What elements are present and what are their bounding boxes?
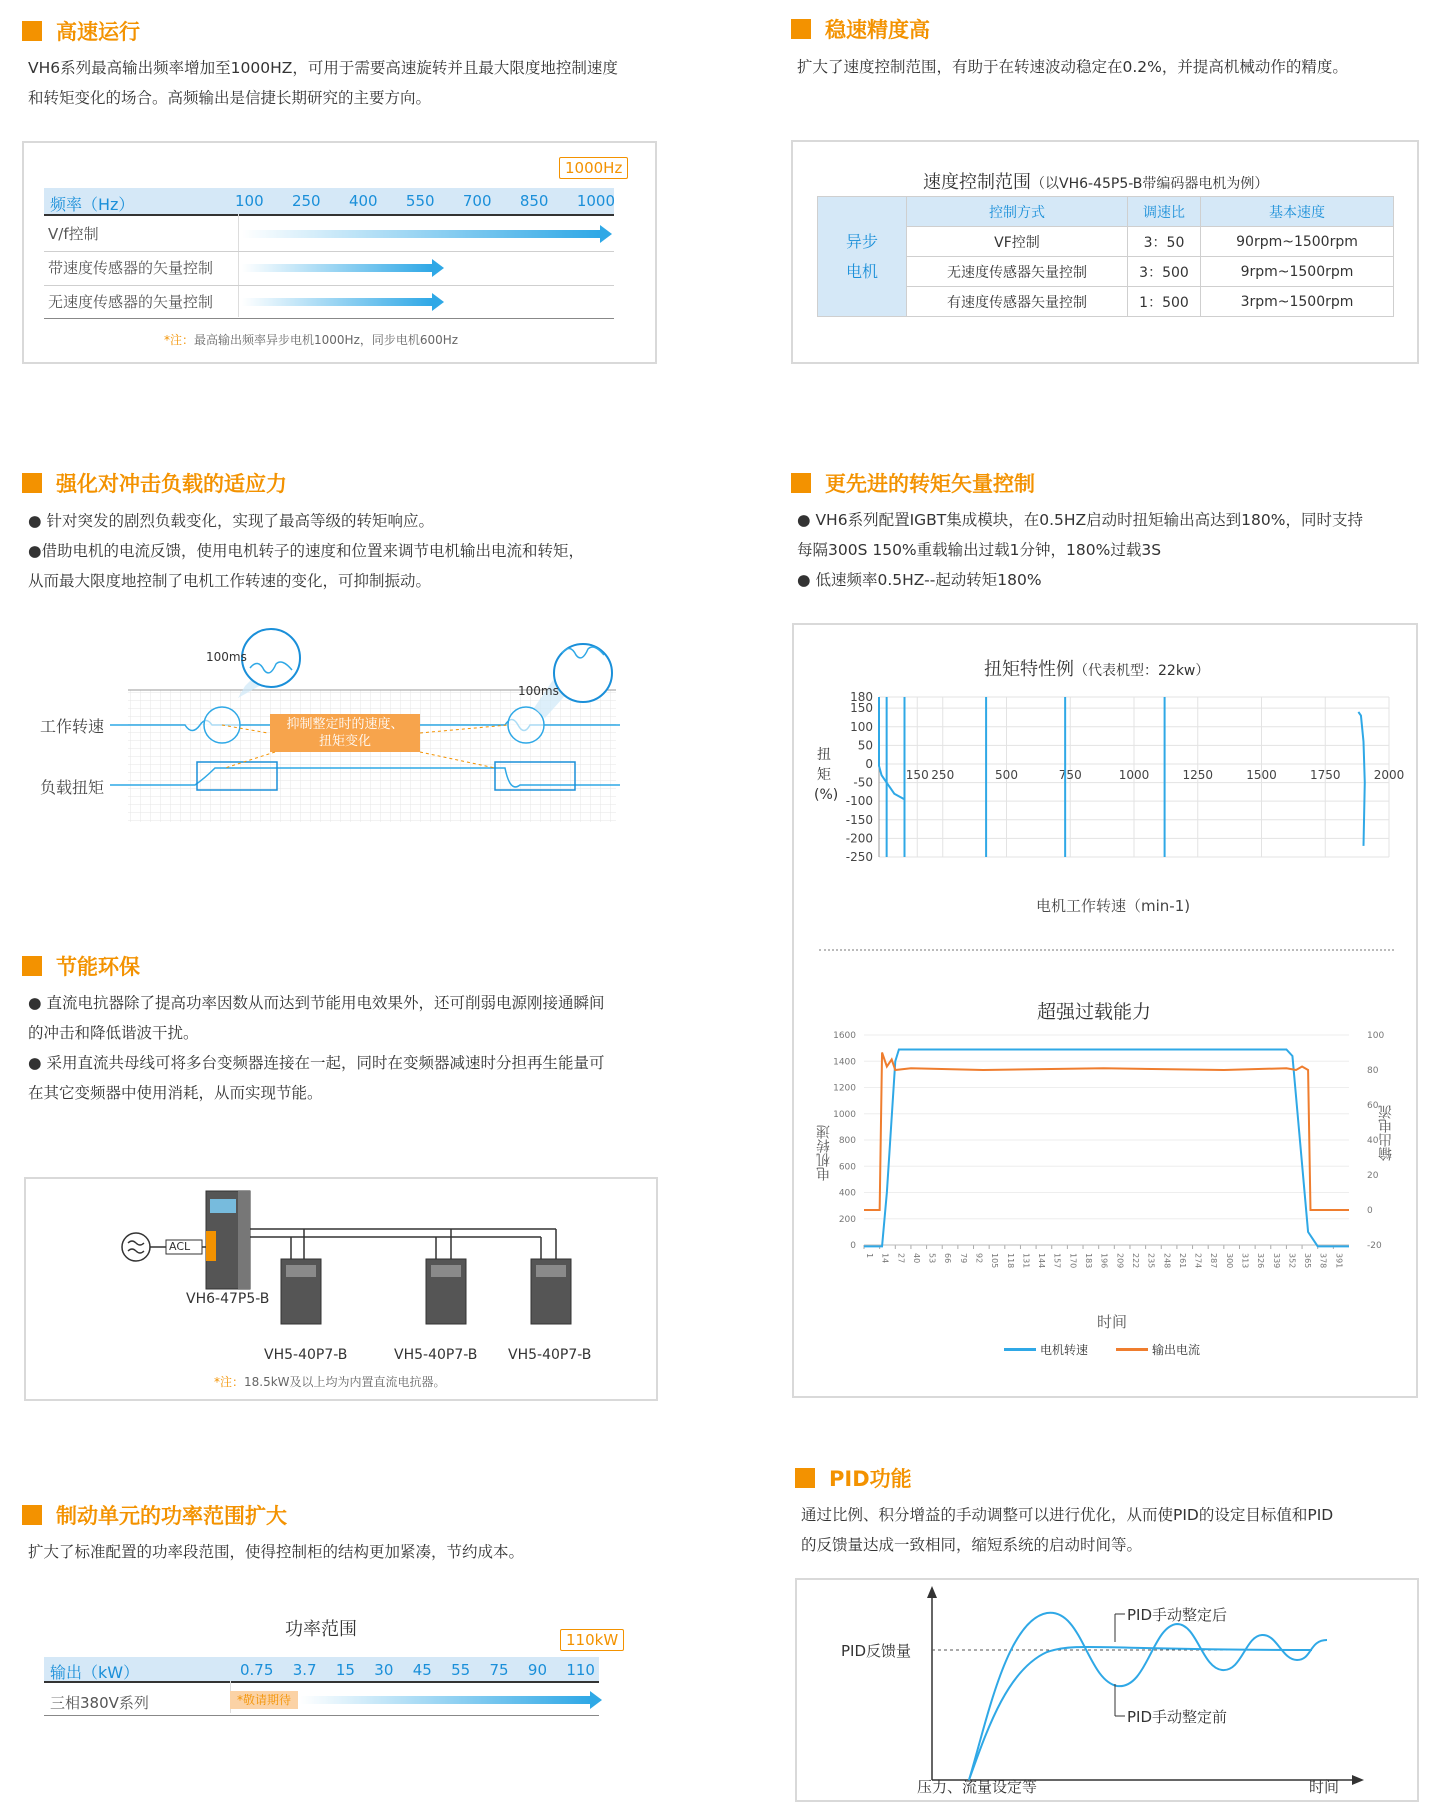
tick-label: 90 — [527, 1661, 548, 1679]
cell-control-mode: VF控制 — [907, 227, 1128, 257]
overload-right-y-label: 输出电流 — [1378, 1105, 1394, 1161]
title-marker — [22, 473, 42, 493]
text-line: ●借助电机的电流反馈，使用电机转子的速度和位置来调节电机输出电流和转矩， — [28, 542, 585, 560]
frequency-header-label: 频率（Hz） — [50, 195, 135, 214]
torque-x-label: 电机工作转速（min-1) — [1036, 897, 1191, 915]
torque-description — [797, 505, 1363, 595]
frequency-range-chart — [22, 141, 657, 364]
section-title-high-speed — [22, 16, 140, 46]
x-tick-label: 40 — [911, 1253, 921, 1264]
x-tick-label: 222 — [1130, 1253, 1140, 1269]
speed-range-table-box — [791, 140, 1419, 364]
main-drive-label: VH6-47P5-B — [186, 1291, 270, 1307]
x-tick-label: 1750 — [1309, 767, 1341, 782]
text-line: 每隔300S 150%重载输出过载1分钟，180%过载3S — [797, 541, 1162, 559]
tick-label: 15 — [335, 1661, 355, 1679]
x-tick-label: 1 — [865, 1253, 874, 1259]
x-tick-label: 131 — [1021, 1253, 1031, 1269]
text-line: ● 低速频率0.5HZ--起动转矩180% — [797, 571, 1042, 589]
header-base-speed: 基本速度 — [1201, 197, 1394, 227]
x-tick-label: 1000 — [1118, 767, 1150, 782]
y-right-tick-label: 80 — [1367, 1066, 1379, 1076]
callout-line: 扭矩变化 — [318, 734, 371, 749]
row-label-sensorless-vector: 无速度传感器的矢量控制 — [48, 293, 214, 311]
y-label-char: 扭 — [817, 747, 831, 763]
section-title-brake — [22, 1500, 287, 1530]
text-line: ● VH6系列配置IGBT集成模块，在0.5HZ启动时扭矩输出高达到180%，同时支持 — [797, 511, 1363, 529]
max-power-badge: 110kW — [560, 1629, 624, 1651]
text-line: VH6系列最高输出频率增加至1000HZ，可用于需要高速旋转并且最大限度地控制速度 — [28, 59, 618, 77]
tick-label: 850 — [519, 192, 549, 210]
vf-range-arrow — [242, 230, 600, 238]
power-header-label: 输出（kW） — [50, 1663, 140, 1682]
x-tick-label: 14 — [880, 1253, 890, 1264]
motor-speed-line — [864, 1049, 1349, 1246]
x-tick-label: 183 — [1084, 1253, 1094, 1269]
row-label-sensor-vector: 带速度传感器的矢量控制 — [48, 259, 214, 277]
section-title-text: 强化对冲击负载的适应力 — [56, 472, 287, 496]
y-right-tick-label: 100 — [1367, 1031, 1385, 1041]
tick-label: 30 — [374, 1661, 394, 1679]
section-title-text: 制动单元的功率范围扩大 — [56, 1504, 287, 1528]
section-title-text: 节能环保 — [56, 955, 140, 979]
x-tick-label: 2000 — [1373, 767, 1405, 782]
chart-title: 扭矩特性例 — [984, 659, 1074, 680]
overload-chart-title: 超强过载能力 — [1037, 1001, 1152, 1023]
y-left-tick-label: 1400 — [833, 1057, 856, 1068]
sub-drive-label: VH5-40P7-B — [508, 1347, 592, 1363]
pid-response-graphic — [797, 1580, 1417, 1800]
section-title-stable-speed — [791, 14, 930, 44]
power-ticks — [240, 1661, 595, 1679]
x-tick-label: 144 — [1037, 1253, 1047, 1269]
x-tick-label: 500 — [995, 767, 1018, 782]
speed-range-table — [817, 196, 1394, 317]
acl-label: ACL — [169, 1240, 191, 1253]
section-title-text: 高速运行 — [56, 20, 140, 44]
section-title-text: 更先进的转矩矢量控制 — [825, 472, 1035, 496]
cell-base-speed: 90rpm~1500rpm — [1201, 227, 1394, 257]
y-left-tick-label: 200 — [838, 1214, 856, 1225]
cell-control-mode: 无速度传感器矢量控制 — [907, 257, 1128, 287]
torque-charts-box — [792, 623, 1418, 1398]
motor-type-line: 异步 — [845, 231, 878, 251]
y-tick-label: -250 — [845, 850, 873, 864]
note-text: 最高输出频率异步电机1000Hz，同步电机600Hz — [194, 333, 459, 347]
legend-swatch-current — [1116, 1348, 1148, 1351]
stable-speed-description: 扩大了速度控制范围，有助于在转速波动稳定在0.2%，并提高机械动作的精度。 — [797, 58, 1348, 76]
power-range-title: 功率范围 — [285, 1619, 357, 1640]
power-range-chart — [40, 1605, 640, 1745]
chart-subtitle: （代表机型：22kw） — [1074, 663, 1210, 679]
x-tick-label: 339 — [1271, 1253, 1281, 1269]
cell-speed-ratio: 3：50 — [1128, 227, 1201, 257]
pid-x-label-right: 时间 — [1309, 1778, 1340, 1796]
x-tick-label: 391 — [1334, 1253, 1344, 1269]
impact-load-diagram — [40, 628, 640, 828]
x-tick-label: 250 — [931, 767, 955, 782]
title-marker — [795, 1468, 815, 1488]
x-tick-label: 326 — [1256, 1253, 1266, 1269]
title-marker — [22, 1505, 42, 1525]
text-line: ● 采用直流共母线可将多台变频器连接在一起，同时在变频器减速时分担再生能量可 — [28, 1054, 605, 1072]
x-tick-label: 170 — [1068, 1253, 1078, 1269]
x-tick-label: 274 — [1193, 1253, 1203, 1269]
section-title-text: 稳速精度高 — [825, 18, 930, 42]
sub-drive-label: VH5-40P7-B — [394, 1347, 478, 1363]
pid-x-label-left: 压力、流量设定等 — [917, 1778, 1038, 1796]
x-tick-label: 287 — [1209, 1253, 1219, 1269]
pid-before-label: PID手动整定前 — [1127, 1708, 1228, 1726]
chart-separator — [819, 949, 1394, 951]
x-tick-label: 365 — [1303, 1253, 1313, 1269]
table-subtitle: （以VH6-45P5-B带编码器电机为例） — [1031, 176, 1269, 192]
x-tick-label: 209 — [1115, 1253, 1125, 1269]
row-label-vf: V/f控制 — [48, 225, 99, 243]
motor-type-line: 电机 — [845, 261, 878, 281]
label-work-speed: 工作转速 — [40, 717, 105, 736]
max-frequency-badge: 1000Hz — [559, 157, 628, 179]
x-tick-label: 53 — [927, 1253, 937, 1264]
sensor-vector-range-arrow — [242, 264, 432, 272]
y-tick-label: -50 — [853, 775, 873, 790]
pid-feedback-label: PID反馈量 — [841, 1642, 912, 1660]
row-label-380v: 三相380V系列 — [50, 1694, 149, 1712]
callout-box — [270, 716, 420, 750]
title-marker — [22, 21, 42, 41]
x-tick-label: 313 — [1240, 1253, 1250, 1269]
tick-label: 3.7 — [292, 1661, 317, 1679]
text-line: 和转矩变化的场合。高频输出是信捷长期研究的主要方向。 — [28, 89, 432, 107]
text-line: 通过比例、积分增益的手动调整可以进行优化，从而使PID的设定目标值和PID — [801, 1506, 1334, 1524]
y-label-char: 矩 — [817, 767, 831, 783]
y-tick-label: 100 — [850, 719, 873, 734]
overload-left-y-label: 电机转速 — [816, 1125, 832, 1181]
y-right-tick-label: 20 — [1367, 1171, 1379, 1181]
y-left-tick-label: 1000 — [833, 1109, 856, 1120]
output-current-line — [864, 1053, 1349, 1211]
coming-soon-tag: *敬请期待 — [230, 1691, 298, 1709]
tick-label: 250 — [291, 192, 321, 210]
y-left-tick-label: 1200 — [833, 1083, 856, 1094]
x-tick-label: 261 — [1177, 1253, 1187, 1269]
tick-label: 550 — [405, 192, 435, 210]
x-tick-label: 92 — [974, 1253, 984, 1264]
x-tick-label: 150 — [905, 767, 929, 782]
legend-label-speed: 电机转速 — [1040, 1343, 1089, 1357]
x-tick-label: 157 — [1052, 1253, 1062, 1269]
y-tick-label: -200 — [845, 831, 873, 846]
row-divider — [44, 285, 614, 286]
title-marker — [791, 19, 811, 39]
frequency-ticks — [235, 192, 615, 210]
legend-swatch-speed — [1004, 1348, 1036, 1351]
table-title: 速度控制范围 — [923, 172, 1031, 193]
title-marker — [791, 473, 811, 493]
torque-series-line — [879, 697, 905, 801]
tick-label: 45 — [412, 1661, 432, 1679]
tick-label: 100 — [235, 192, 264, 210]
y-tick-label: 150 — [850, 701, 873, 716]
overload-capacity-chart — [794, 1023, 1420, 1303]
pid-diagram-box — [795, 1578, 1419, 1802]
note-marker: *注： — [164, 333, 195, 347]
y-right-tick-label: 60 — [1367, 1101, 1379, 1111]
y-left-tick-label: 400 — [838, 1188, 856, 1199]
x-tick-label: 1250 — [1182, 767, 1214, 782]
tick-label: 400 — [348, 192, 378, 210]
y-left-tick-label: 0 — [850, 1241, 856, 1251]
header-speed-ratio: 调速比 — [1128, 197, 1201, 227]
section-title-impact-load — [22, 468, 287, 498]
y-left-tick-label: 1600 — [833, 1031, 856, 1041]
x-tick-label: 79 — [958, 1253, 968, 1264]
label-load-torque: 负载扭矩 — [40, 778, 105, 797]
cell-speed-ratio: 3：500 — [1128, 257, 1201, 287]
y-label-char: (%) — [814, 787, 839, 803]
y-right-tick-label: 40 — [1367, 1136, 1379, 1146]
col-divider — [238, 214, 239, 317]
speed-range-title — [923, 168, 1268, 194]
frequency-note — [164, 331, 458, 348]
torque-series-line — [1358, 712, 1364, 846]
text-line: ● 针对突发的剧烈负载变化，实现了最高等级的转矩响应。 — [28, 512, 434, 530]
tick-label: 75 — [489, 1661, 509, 1679]
text-line: 的冲击和降低谐波干扰。 — [28, 1024, 199, 1042]
y-tick-label: 50 — [857, 738, 873, 753]
power-range-arrow — [300, 1696, 590, 1704]
x-tick-label: 352 — [1287, 1253, 1297, 1269]
overload-x-label: 时间 — [1097, 1313, 1128, 1331]
row-divider — [44, 1715, 599, 1716]
callout-line: 抑制整定时的速度、 — [286, 717, 404, 732]
title-marker — [22, 956, 42, 976]
impact-load-description — [28, 506, 584, 596]
brake-description: 扩大了标准配置的功率段范围，使得控制柜的结构更加紧凑，节约成本。 — [28, 1543, 525, 1561]
section-title-text: PID功能 — [829, 1467, 912, 1491]
y-tick-label: 180 — [850, 690, 873, 704]
tick-label: 0.75 — [240, 1661, 274, 1679]
motor-type-cell — [818, 197, 907, 317]
tick-label: 110 — [566, 1661, 595, 1679]
y-left-tick-label: 800 — [838, 1136, 856, 1146]
x-tick-label: 378 — [1318, 1253, 1328, 1269]
x-tick-label: 1500 — [1246, 767, 1277, 782]
x-tick-label: 300 — [1224, 1253, 1234, 1269]
text-line: 在其它变频器中使用消耗，从而实现节能。 — [28, 1084, 323, 1102]
tick-label: 55 — [451, 1661, 471, 1679]
x-tick-label: 235 — [1146, 1253, 1156, 1269]
y-left-tick-label: 600 — [838, 1162, 856, 1173]
row-divider — [44, 318, 614, 319]
sensorless-vector-range-arrow — [242, 298, 432, 306]
cell-base-speed: 3rpm~1500rpm — [1201, 287, 1394, 317]
y-tick-label: 0 — [865, 756, 873, 771]
tick-label: 1000 — [576, 192, 615, 210]
header-control-mode: 控制方式 — [907, 197, 1128, 227]
y-right-tick-label: 0 — [1367, 1206, 1373, 1216]
torque-chart-title — [984, 655, 1209, 681]
x-tick-label: 196 — [1099, 1253, 1109, 1269]
dc-bus-note — [214, 1373, 446, 1390]
text-line: ● 直流电抗器除了提高功率因数从而达到节能用电效果外，还可削弱电源刚接通瞬间 — [28, 994, 605, 1012]
cell-speed-ratio: 1：500 — [1128, 287, 1201, 317]
x-tick-label: 750 — [1058, 767, 1082, 782]
x-tick-label: 118 — [1005, 1253, 1015, 1269]
bubble-left-label: 100ms — [206, 650, 247, 664]
text-line: 的反馈量达成一致相同，缩短系统的启动时间等。 — [801, 1536, 1143, 1554]
note-marker: *注： — [214, 1375, 245, 1389]
pid-description — [801, 1500, 1333, 1560]
text-line: 从而最大限度地控制了电机工作转速的变化，可抑制振动。 — [28, 572, 432, 590]
note-text: 18.5kW及以上均为内置直流电抗器。 — [244, 1375, 446, 1389]
x-tick-label: 105 — [990, 1253, 1000, 1269]
cell-base-speed: 9rpm~1500rpm — [1201, 257, 1394, 287]
sub-drive-label: VH5-40P7-B — [264, 1347, 348, 1363]
pid-after-label: PID手动整定后 — [1127, 1606, 1228, 1624]
cell-control-mode: 有速度传感器矢量控制 — [907, 287, 1128, 317]
x-tick-label: 66 — [943, 1253, 953, 1264]
tick-label: 700 — [462, 192, 492, 210]
energy-description — [28, 988, 604, 1108]
dc-bus-graphic — [26, 1179, 656, 1399]
x-tick-label: 248 — [1162, 1253, 1172, 1269]
dc-bus-diagram — [24, 1177, 658, 1401]
y-tick-label: -150 — [845, 812, 873, 827]
x-tick-label: 27 — [896, 1253, 906, 1264]
high-speed-description — [28, 53, 618, 113]
section-title-energy — [22, 951, 140, 981]
row-divider — [44, 251, 614, 252]
section-title-pid — [795, 1463, 912, 1493]
bubble-right-label: 100ms — [518, 684, 559, 698]
y-tick-label: -100 — [845, 794, 873, 809]
y-right-tick-label: -20 — [1367, 1241, 1382, 1251]
section-title-torque — [791, 468, 1035, 498]
legend-label-current: 输出电流 — [1152, 1343, 1201, 1357]
torque-characteristic-chart — [794, 685, 1420, 865]
overload-legend — [1004, 1341, 1200, 1358]
